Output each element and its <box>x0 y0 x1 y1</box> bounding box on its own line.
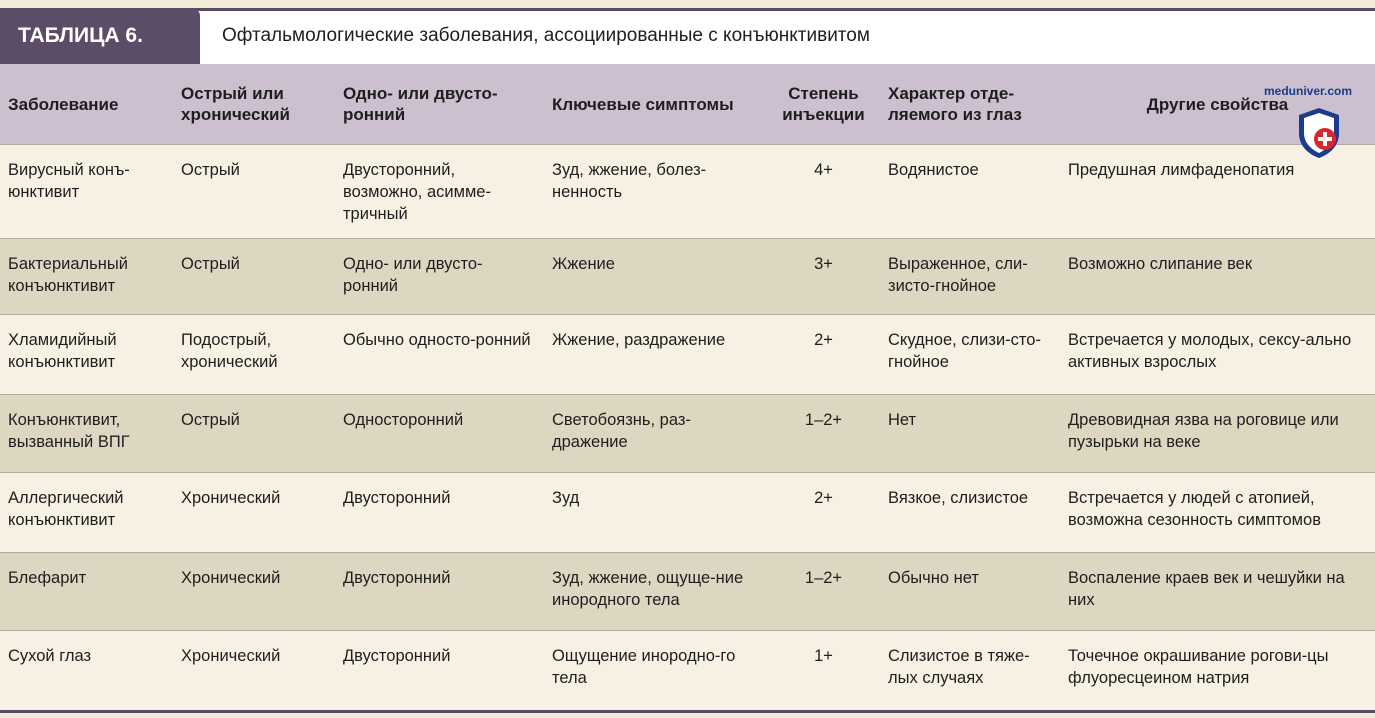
cell-disease: Хламидийный конъюнктивит <box>0 315 173 395</box>
cell-injection: 1–2+ <box>767 553 880 631</box>
cell-discharge: Выраженное, сли-зисто-гнойное <box>880 239 1060 315</box>
cell-discharge: Скудное, слизи-сто-гнойное <box>880 315 1060 395</box>
cell-other: Возможно слипание век <box>1060 239 1375 315</box>
cell-onset: Острый <box>173 145 335 239</box>
cell-other: Встречается у молодых, сексу-ально активных взрослых <box>1060 315 1375 395</box>
cell-laterality: Одно- или двусто-ронний <box>335 239 544 315</box>
table-header-row <box>0 64 1375 145</box>
cell-other: Встречается у людей с атопией, возможна сезонность симптомов <box>1060 473 1375 553</box>
cell-discharge: Водянистое <box>880 145 1060 239</box>
col-header-other: Другие свойства <box>1060 64 1375 145</box>
cell-laterality: Обычно односто-ронний <box>335 315 544 395</box>
cell-other: Древовидная язва на роговице или пузырьки на веке <box>1060 395 1375 473</box>
cell-symptoms: Жжение <box>544 239 767 315</box>
cell-symptoms: Ощущение инородно-го тела <box>544 631 767 711</box>
cell-onset: Хронический <box>173 553 335 631</box>
cell-laterality: Двусторонний <box>335 631 544 711</box>
cell-discharge: Нет <box>880 395 1060 473</box>
cell-symptoms: Зуд, жжение, ощуще-ние инородного тела <box>544 553 767 631</box>
col-header-laterality: Одно- или двусто-ронний <box>335 64 544 145</box>
cell-onset: Подострый, хронический <box>173 315 335 395</box>
cell-symptoms: Зуд <box>544 473 767 553</box>
cell-other: Предушная лимфаденопатия <box>1060 145 1375 239</box>
cell-symptoms: Зуд, жжение, болез-ненность <box>544 145 767 239</box>
conjunctivitis-table <box>0 64 1375 711</box>
cell-onset: Острый <box>173 239 335 315</box>
cell-disease: Блефарит <box>0 553 173 631</box>
cell-other: Точечное окрашивание рогови-цы флуоресцеином натрия <box>1060 631 1375 711</box>
cell-onset: Хронический <box>173 631 335 711</box>
table-row <box>0 473 1375 553</box>
table-number-label: ТАБЛИЦА 6. <box>0 8 200 64</box>
table-row <box>0 145 1375 239</box>
table-row <box>0 239 1375 315</box>
col-header-onset: Острый или хронический <box>173 64 335 145</box>
table-row <box>0 315 1375 395</box>
cell-injection: 2+ <box>767 473 880 553</box>
col-header-symptoms: Ключевые симптомы <box>544 64 767 145</box>
cell-laterality: Двусторонний <box>335 473 544 553</box>
cell-symptoms: Жжение, раздражение <box>544 315 767 395</box>
cell-discharge: Слизистое в тяже-лых случаях <box>880 631 1060 711</box>
cell-onset: Хронический <box>173 473 335 553</box>
cell-injection: 1+ <box>767 631 880 711</box>
cell-other: Воспаление краев век и чешуйки на них <box>1060 553 1375 631</box>
cell-discharge: Вязкое, слизистое <box>880 473 1060 553</box>
cell-disease: Сухой глаз <box>0 631 173 711</box>
col-header-discharge: Характер отде-ляемого из глаз <box>880 64 1060 145</box>
cell-laterality: Двусторонний <box>335 553 544 631</box>
cell-onset: Острый <box>173 395 335 473</box>
cell-laterality: Двусторонний, возможно, асимме-тричный <box>335 145 544 239</box>
table-row <box>0 553 1375 631</box>
table-title: Офтальмологические заболевания, ассоциированные с конъюнктивитом <box>222 25 870 46</box>
col-header-injection: Степень инъекции <box>767 64 880 145</box>
cell-disease: Бактериальный конъюнктивит <box>0 239 173 315</box>
site-logo <box>1248 76 1368 166</box>
cell-injection: 2+ <box>767 315 880 395</box>
cell-disease: Аллергический конъюнктивит <box>0 473 173 553</box>
medical-cross-shield-icon <box>1296 106 1342 160</box>
cell-injection: 4+ <box>767 145 880 239</box>
cell-discharge: Обычно нет <box>880 553 1060 631</box>
cell-injection: 3+ <box>767 239 880 315</box>
cell-disease: Вирусный конъ-юнктивит <box>0 145 173 239</box>
table-row <box>0 395 1375 473</box>
cell-laterality: Односторонний <box>335 395 544 473</box>
cell-disease: Конъюнктивит, вызванный ВПГ <box>0 395 173 473</box>
cell-injection: 1–2+ <box>767 395 880 473</box>
table-row <box>0 631 1375 711</box>
logo-text: meduniver.com <box>1263 84 1353 98</box>
cell-symptoms: Светобоязнь, раз-дражение <box>544 395 767 473</box>
table-bottom-rule <box>0 710 1375 713</box>
col-header-disease: Заболевание <box>0 64 173 145</box>
